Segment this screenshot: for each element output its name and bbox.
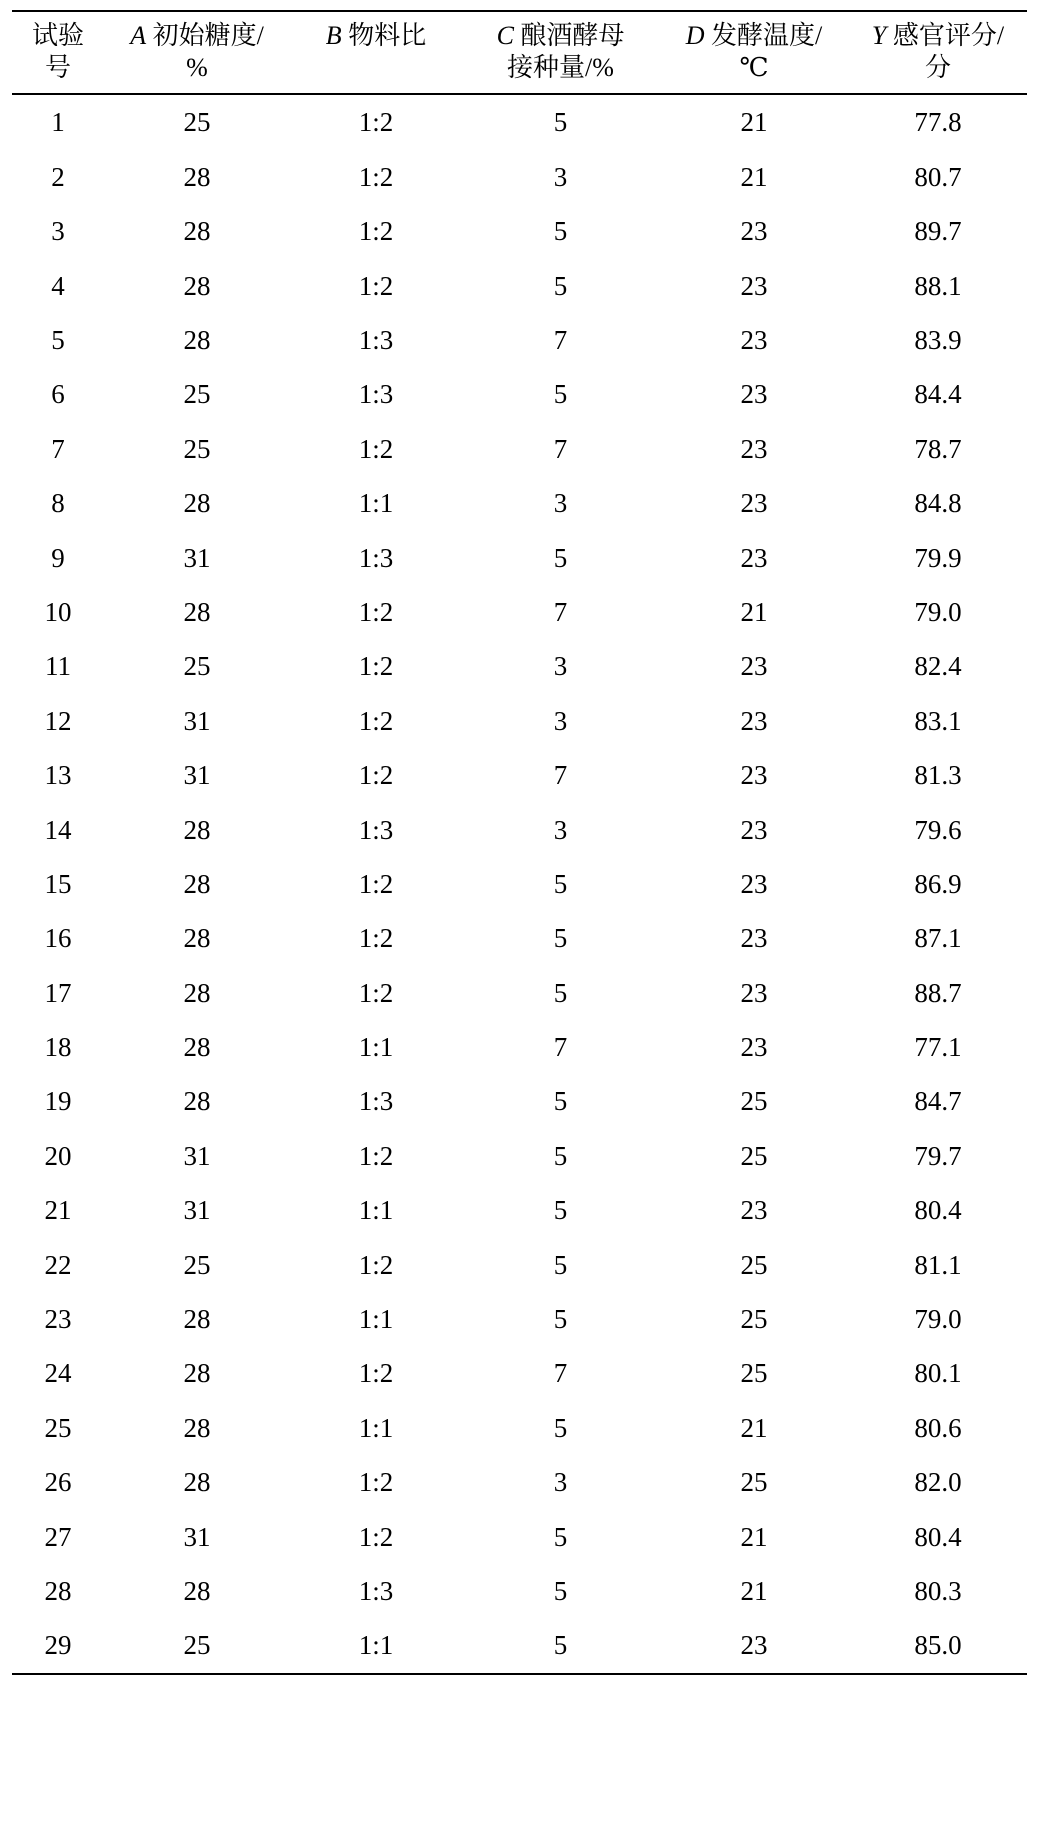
cell-value: 82.4: [914, 651, 962, 682]
cell-value: 1:1: [358, 1412, 394, 1443]
cell-trial-number: 22: [44, 1249, 72, 1280]
cell-value: 1:2: [358, 651, 394, 682]
cell-trial-number: 16: [44, 923, 72, 954]
cell-value: 21: [740, 161, 768, 192]
cell-value: 86.9: [914, 868, 962, 899]
table-row: [12, 1020, 1027, 1074]
cell-trial-number: 24: [44, 1358, 72, 1389]
cell-value: 80.7: [914, 161, 962, 192]
cell-value: 84.4: [914, 379, 962, 410]
cell-value: 23: [740, 488, 768, 519]
cell-value: 23: [740, 325, 768, 355]
cell-trial-number: 21: [44, 1195, 72, 1226]
cell-value: 83.1: [914, 705, 962, 736]
cell-trial-number: 17: [44, 977, 72, 1008]
cell-trial-number: 12: [44, 705, 72, 736]
table-row: [12, 857, 1027, 911]
cell-value: 31: [183, 1195, 211, 1226]
cell-value: 25: [183, 1249, 211, 1280]
cell-value: 82.0: [914, 1467, 962, 1498]
cell-value: 23: [740, 705, 768, 736]
cell-value: 23: [740, 1195, 768, 1226]
cell-value: 5: [553, 1140, 568, 1171]
column-header-5: [849, 11, 1027, 94]
cell-value: 7: [553, 433, 568, 464]
table-row: [12, 94, 1027, 149]
cell-value: 28: [183, 1412, 211, 1443]
table-row: [12, 694, 1027, 748]
cell-trial-number: 2: [51, 161, 65, 192]
cell-value: 25: [183, 379, 211, 410]
table-row: [12, 1564, 1027, 1618]
cell-value: 28: [183, 868, 211, 899]
table-row: [12, 1346, 1027, 1400]
cell-value: 25: [740, 1304, 768, 1335]
cell-value: 21: [740, 596, 768, 627]
cell-value: 80.1: [914, 1358, 962, 1389]
cell-value: 78.7: [914, 433, 962, 464]
cell-value: 23: [740, 379, 768, 410]
cell-value: 31: [183, 1140, 211, 1171]
cell-value: 28: [183, 923, 211, 954]
cell-value: 89.7: [914, 216, 962, 247]
cell-value: 21: [740, 1521, 768, 1552]
cell-value: 1:2: [358, 107, 394, 138]
cell-value: 25: [740, 1249, 768, 1280]
table-row: [12, 803, 1027, 857]
cell-value: 1:2: [358, 270, 394, 301]
table-row: [12, 1292, 1027, 1346]
cell-value: 1:1: [358, 1195, 394, 1226]
cell-value: 31: [183, 542, 211, 573]
table-row: [12, 531, 1027, 585]
cell-trial-number: 10: [44, 596, 72, 627]
cell-value: 5: [462, 1618, 659, 1673]
cell-value: 5: [553, 1304, 568, 1335]
cell-value: 31: [183, 1521, 211, 1552]
cell-value: 28: [183, 161, 211, 192]
cell-value: 28: [183, 488, 211, 519]
column-header-line: C 酿酒酵母: [496, 21, 625, 50]
cell-value: 23: [740, 868, 768, 899]
cell-value: 1:3: [358, 325, 394, 355]
column-header-line: B 物料比: [325, 21, 427, 50]
table-row: [12, 966, 1027, 1020]
cell-trial-number: 26: [44, 1467, 72, 1498]
cell-trial-number: 20: [44, 1140, 72, 1171]
cell-value: 28: [183, 270, 211, 301]
cell-value: 88.1: [914, 270, 962, 301]
factor-symbol: A: [130, 21, 147, 50]
cell-value: 25: [183, 651, 211, 682]
cell-value: 23: [740, 760, 768, 791]
table-header-row: [12, 11, 1027, 94]
cell-value: 31: [183, 760, 211, 791]
factor-symbol: B: [325, 21, 342, 50]
column-header-3: [462, 11, 659, 94]
cell-value: 25: [740, 1140, 768, 1171]
factor-symbol: Y: [871, 21, 887, 50]
cell-value: 25: [740, 1358, 768, 1389]
cell-trial-number: 28: [44, 1575, 72, 1606]
cell-value: 3: [553, 814, 568, 845]
cell-value: 23: [740, 814, 768, 845]
cell-value: 28: [183, 216, 211, 247]
cell-value: 28: [183, 1304, 211, 1335]
cell-value: 84.7: [914, 1086, 962, 1117]
cell-trial-number: 13: [44, 760, 72, 791]
cell-value: 79.0: [914, 596, 962, 627]
cell-value: 5: [553, 1249, 568, 1280]
cell-value: 1:2: [358, 161, 394, 192]
cell-trial-number: 6: [51, 379, 65, 410]
cell-value: 85.0: [849, 1618, 1027, 1673]
cell-value: 1:2: [358, 705, 394, 736]
cell-value: 1:3: [358, 814, 394, 845]
table-row: [12, 313, 1027, 367]
cell-value: 3: [553, 488, 568, 519]
cell-value: 23: [740, 923, 768, 954]
table-row: [12, 1510, 1027, 1564]
cell-value: 5: [553, 1575, 568, 1606]
column-header-line: 接种量/%: [507, 52, 614, 82]
factor-symbol: D: [685, 21, 705, 50]
cell-trial-number: 25: [44, 1412, 72, 1443]
cell-value: 1:3: [358, 1575, 394, 1606]
cell-value: 7: [553, 596, 568, 627]
cell-value: 1:2: [358, 868, 394, 899]
cell-trial-number: 29: [12, 1618, 104, 1673]
column-header-line: ℃: [739, 52, 769, 82]
cell-value: 5: [553, 1086, 568, 1117]
cell-value: 1:2: [358, 1467, 394, 1498]
table-row: [12, 367, 1027, 421]
cell-value: 7: [553, 1032, 568, 1063]
table-row: [12, 1183, 1027, 1237]
cell-value: 1:3: [358, 379, 394, 410]
cell-value: 5: [553, 1521, 568, 1552]
cell-value: 28: [183, 325, 211, 355]
table-row: [12, 259, 1027, 313]
cell-value: 1:3: [358, 1086, 394, 1117]
factor-symbol: C: [496, 21, 514, 50]
cell-trial-number: 9: [51, 542, 65, 573]
cell-value: 5: [553, 923, 568, 954]
cell-value: 1:1: [358, 1304, 394, 1335]
cell-value: 77.8: [914, 107, 962, 138]
cell-value: 25: [740, 1086, 768, 1117]
cell-value: 1:1: [358, 488, 394, 519]
cell-value: 1:2: [358, 1249, 394, 1280]
cell-value: 5: [553, 1412, 568, 1443]
cell-value: 3: [553, 1467, 568, 1498]
cell-value: 28: [183, 814, 211, 845]
cell-value: 1:2: [358, 1358, 394, 1389]
table-row: [12, 1618, 1027, 1673]
column-header-line: 号: [44, 52, 71, 82]
cell-value: 1:3: [358, 542, 394, 573]
column-header-line: 试验: [31, 21, 84, 50]
cell-value: 23: [740, 270, 768, 301]
table-row: [12, 748, 1027, 802]
cell-value: 1:2: [358, 216, 394, 247]
cell-trial-number: 4: [51, 270, 65, 301]
cell-value: 25: [183, 107, 211, 138]
cell-value: 80.4: [914, 1521, 962, 1552]
cell-value: 79.6: [914, 814, 962, 845]
cell-trial-number: 14: [44, 814, 72, 845]
cell-value: 21: [740, 107, 768, 138]
cell-value: 23: [740, 1032, 768, 1063]
cell-trial-number: 5: [51, 325, 65, 355]
table-row: [12, 204, 1027, 258]
cell-value: 5: [553, 542, 568, 573]
table-row: [12, 639, 1027, 693]
table-row: [12, 585, 1027, 639]
cell-trial-number: 19: [44, 1086, 72, 1117]
cell-value: 1:2: [358, 433, 394, 464]
cell-value: 28: [183, 1032, 211, 1063]
column-header-1: [104, 11, 290, 94]
cell-value: 1:2: [358, 760, 394, 791]
column-header-line: %: [186, 52, 208, 82]
table-row: [12, 911, 1027, 965]
cell-value: 28: [183, 1358, 211, 1389]
cell-trial-number: 8: [51, 488, 65, 519]
cell-value: 5: [553, 868, 568, 899]
cell-value: 28: [183, 1086, 211, 1117]
cell-value: 21: [740, 1575, 768, 1606]
cell-value: 28: [183, 1467, 211, 1498]
cell-value: 5: [553, 1195, 568, 1226]
cell-trial-number: 27: [44, 1521, 72, 1552]
cell-value: 5: [553, 270, 568, 301]
column-header-0: [12, 11, 104, 94]
cell-trial-number: 11: [45, 651, 71, 682]
cell-value: 81.3: [914, 760, 962, 791]
cell-value: 31: [183, 705, 211, 736]
cell-value: 23: [740, 651, 768, 682]
table-row: [12, 1455, 1027, 1509]
cell-value: 83.9: [914, 325, 962, 355]
cell-value: 1:1: [358, 1032, 394, 1063]
cell-value: 79.7: [914, 1140, 962, 1171]
cell-value: 23: [740, 216, 768, 247]
cell-value: 28: [183, 596, 211, 627]
cell-value: 5: [553, 107, 568, 138]
cell-value: 1:2: [358, 596, 394, 627]
table-body: [12, 94, 1027, 1673]
column-header-line: 分: [924, 52, 951, 82]
cell-value: 3: [553, 161, 568, 192]
cell-value: 25: [104, 1618, 290, 1673]
cell-value: 79.0: [914, 1304, 962, 1335]
cell-value: 23: [740, 977, 768, 1008]
cell-value: 25: [740, 1467, 768, 1498]
cell-value: 88.7: [914, 977, 962, 1008]
cell-value: 7: [553, 325, 568, 355]
experiment-results-table: [12, 10, 1027, 1675]
cell-trial-number: 23: [44, 1304, 72, 1335]
cell-value: 87.1: [914, 923, 962, 954]
table-row: [12, 476, 1027, 530]
table-header: [12, 11, 1027, 94]
cell-value: 3: [553, 705, 568, 736]
table-row: [12, 1129, 1027, 1183]
cell-value: 23: [740, 542, 768, 573]
cell-value: 80.4: [914, 1195, 962, 1226]
column-header-line: Y 感官评分/: [871, 21, 1005, 50]
cell-value: 1:2: [358, 1521, 394, 1552]
cell-value: 1:1: [290, 1618, 462, 1673]
cell-value: 7: [553, 1358, 568, 1389]
table-row: [12, 1401, 1027, 1455]
table-row: [12, 422, 1027, 476]
cell-trial-number: 7: [51, 433, 65, 464]
column-header-line: D 发酵温度/: [685, 21, 823, 50]
table-row: [12, 1238, 1027, 1292]
cell-trial-number: 18: [44, 1032, 72, 1063]
cell-value: 80.3: [914, 1575, 962, 1606]
cell-value: 5: [553, 379, 568, 410]
table-row: [12, 150, 1027, 204]
cell-value: 23: [659, 1618, 849, 1673]
column-header-line: A 初始糖度/: [130, 21, 264, 50]
cell-trial-number: 1: [51, 107, 65, 138]
cell-value: 28: [183, 1575, 211, 1606]
cell-trial-number: 15: [44, 868, 72, 899]
table-row: [12, 1074, 1027, 1128]
cell-value: 21: [740, 1412, 768, 1443]
cell-value: 28: [183, 977, 211, 1008]
cell-value: 25: [183, 433, 211, 464]
cell-value: 1:2: [358, 1140, 394, 1171]
cell-value: 81.1: [914, 1249, 962, 1280]
cell-value: 5: [553, 216, 568, 247]
cell-value: 3: [553, 651, 568, 682]
cell-value: 1:2: [358, 923, 394, 954]
cell-trial-number: 3: [51, 216, 65, 247]
cell-value: 84.8: [914, 488, 962, 519]
column-header-2: [290, 11, 462, 94]
cell-value: 23: [740, 433, 768, 464]
cell-value: 80.6: [914, 1412, 962, 1443]
cell-value: 7: [553, 760, 568, 791]
cell-value: 1:2: [358, 977, 394, 1008]
column-header-4: [659, 11, 849, 94]
cell-value: 77.1: [914, 1032, 962, 1063]
cell-value: 5: [553, 977, 568, 1008]
cell-value: 79.9: [914, 542, 962, 573]
